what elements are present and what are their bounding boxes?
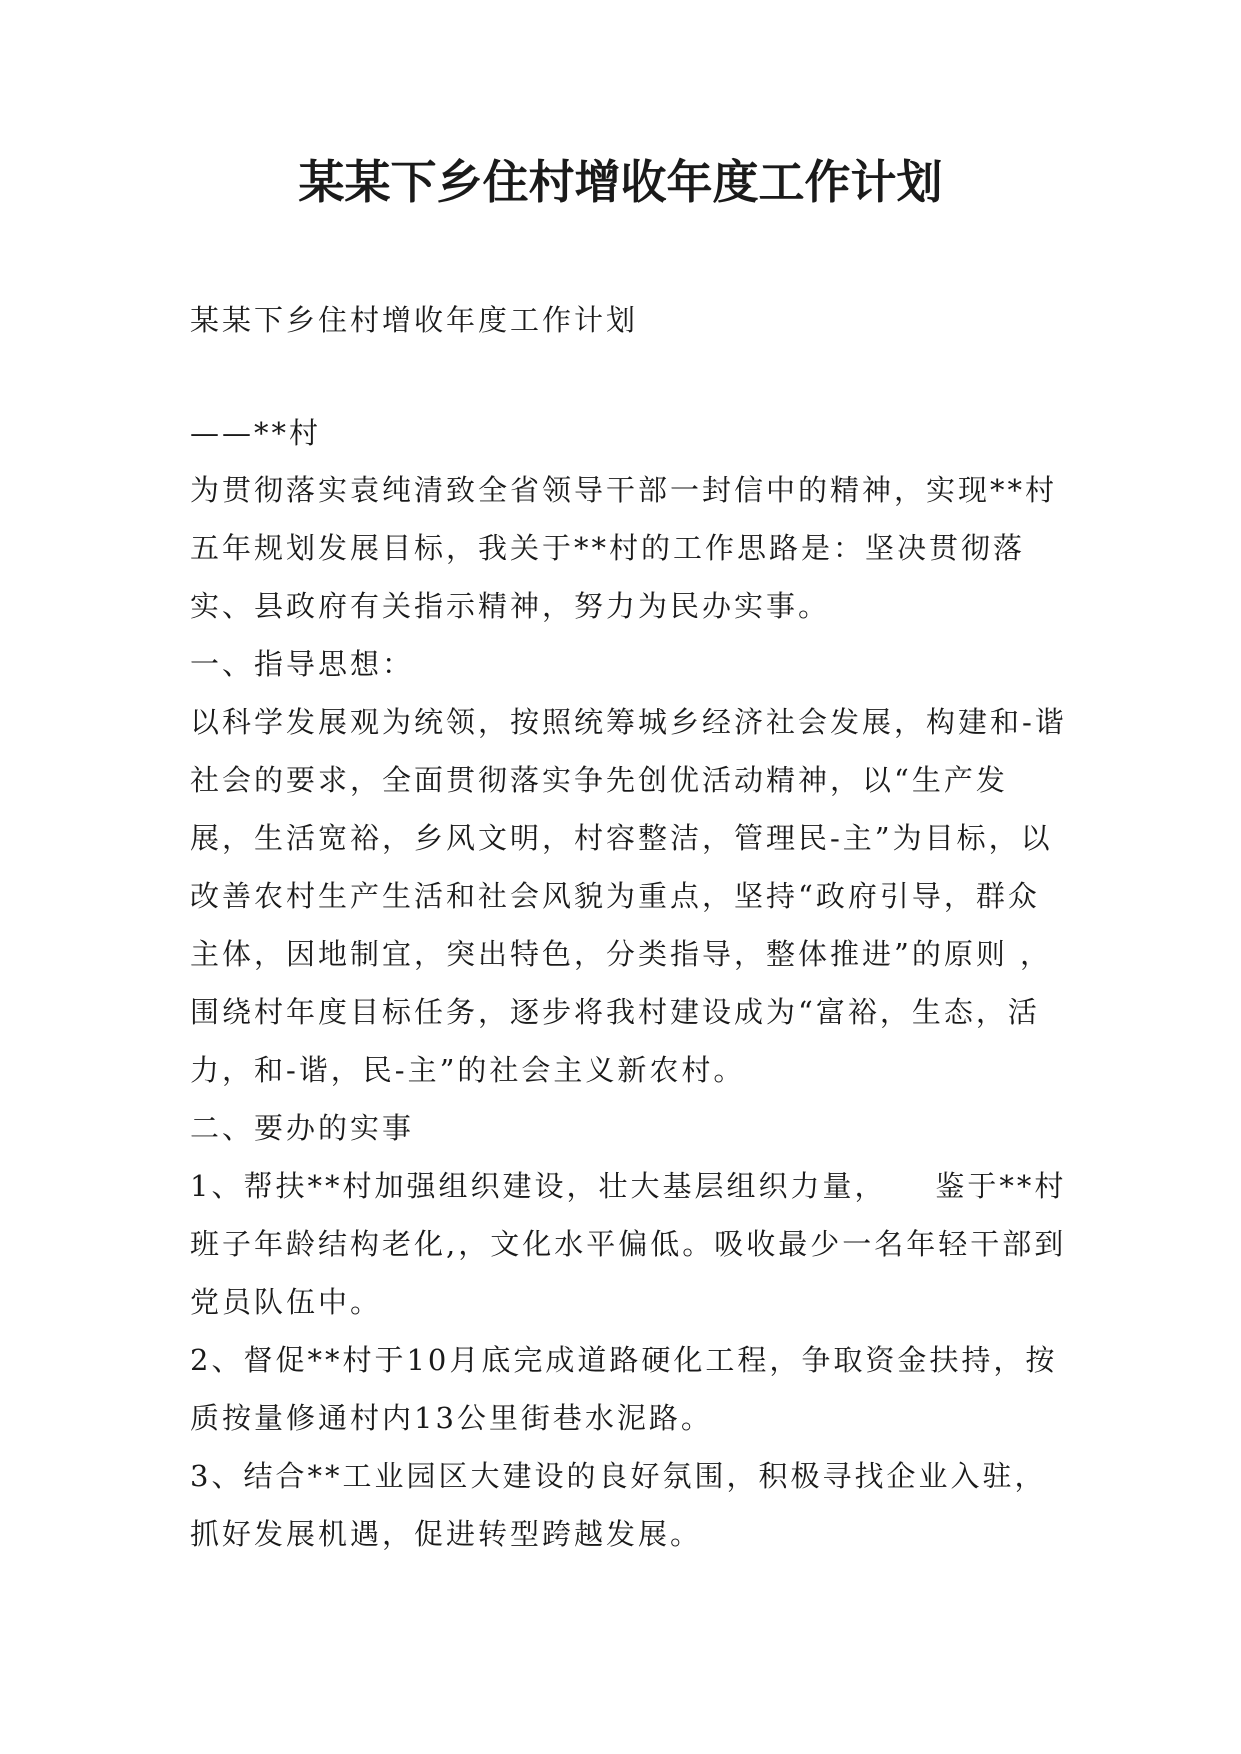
- paragraph-intro: 为贯彻落实袁纯清致全省领导干部一封信中的精神，实现**村五年规划发展目标，我关于**村的工作思路是：坚决贯彻落实、县政府有关指示精神，努力为民办实事。: [190, 473, 1058, 623]
- document-byline: ——**村: [190, 416, 322, 450]
- section-heading-guiding-thought: 一、指导思想：: [190, 647, 415, 681]
- list-item-2: 2、督促**村于10月底完成道路硬化工程，争取资金扶持，按质按量修通村内13公里街巷水泥路。: [190, 1343, 1058, 1435]
- document-body: [190, 461, 1070, 1563]
- list-item-1: 1、帮扶**村加强组织建设，壮大基层组织力量， 鉴于**村班子年龄结构老化,，文化水平偏低。吸收最少一名年轻干部到党员队伍中。: [190, 1169, 1067, 1319]
- paragraph-guiding-thought: 以科学发展观为统领，按照统筹城乡经济社会发展，构建和-谐社会的要求，全面贯彻落实争先创优活动精神，以“生产发展，生活宽裕，乡风文明，村容整洁，管理民-主”为目标，以改善农村生产生活和社会风貌为重点，坚持“政府引导，群众主体，因地制宜，突出特色，分类指导，整体推进”的原则 ，围绕村年度目标任务，逐步将我村建设成为“富裕，生态，活力，和-谐，民-主”的社会主义新农村。: [190, 705, 1067, 1087]
- list-item-3: 3、结合**工业园区大建设的良好氛围，积极寻找企业入驻，抓好发展机遇，促进转型跨越发展。: [190, 1459, 1047, 1551]
- document-title: 某某下乡住村增收年度工作计划: [298, 155, 943, 209]
- document-subtitle: 某某下乡住村增收年度工作计划: [190, 303, 639, 337]
- section-heading-practical-matters: 二、要办的实事: [190, 1111, 415, 1145]
